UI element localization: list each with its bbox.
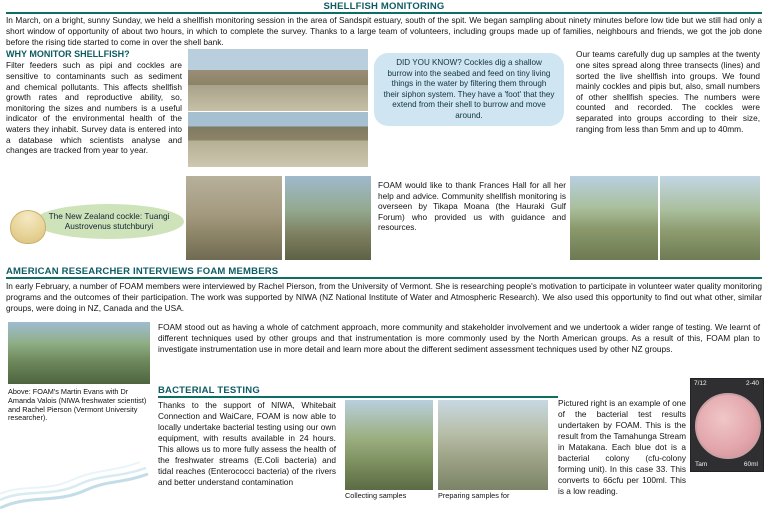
photo-volunteers-beach-2 — [188, 112, 368, 167]
preparing-samples-caption: Preparing samples for — [438, 491, 510, 500]
petri-label-top-right: 2-40 — [745, 380, 759, 387]
right-column — [576, 49, 760, 167]
american-researcher-rule — [6, 277, 762, 279]
middle-column — [188, 49, 570, 167]
photo-researchers-stream — [8, 322, 150, 384]
why-monitor-heading: WHY MONITOR SHELLFISH? — [6, 49, 130, 60]
photo-preparing-samples — [438, 400, 548, 490]
american-researcher-section — [0, 266, 768, 314]
bacterial-testing-rule — [158, 396, 558, 398]
photo-volunteers-beach-1 — [188, 49, 368, 111]
page-title: SHELLFISH MONITORING — [323, 1, 445, 12]
collecting-samples-caption: Collecting samples — [345, 491, 407, 500]
cockle-caption-oval: The New Zealand cockle: Tuangi Austrovenus stutchburyi — [34, 204, 184, 239]
shellfish-monitoring-header-block — [0, 0, 768, 14]
did-you-know-bubble: DID YOU KNOW? Cockles dig a shallow burrow into the seabed and feed on tiny living things in the water by filtering them through their siphon system. They have a 'foot' that they extend from their shell to burrow and move around. — [374, 53, 564, 126]
shellfish-intro-paragraph: In March, on a bright, sunny Sunday, we held a shellfish monitoring session in the area of Sandspit estuary, south of the spit. We began sampling about ninety minutes before low tide but we still had only a short window of opportunity of about two hours, in which to complete the survey. Thanks to a large team of volunteers, including groups made up of families, neighbours and friends, we got the job done before the rising tide started to come in over the shell bank. — [6, 15, 762, 47]
mid-photo-row — [0, 178, 768, 264]
american-researcher-heading: AMERICAN RESEARCHER INTERVIEWS FOAM MEMBERS — [6, 266, 279, 277]
why-monitor-body: Filter feeders such as pipi and cockles are sensitive to contaminants such as sediment and chemical pollutants. This affects shellfish growth rates and reproductive ability, so, monitoring the sizes and numbers is a useful indicator of the environmental health of the waters they inhabit. Survey data is entered into a database which scientists analyse and changes are tracked from year to year. — [6, 60, 182, 156]
cockle-shell-illustration — [10, 210, 46, 244]
photo-petri-dish — [690, 378, 764, 472]
decorative-swirl-graphic — [0, 450, 150, 512]
bacterial-testing-heading: BACTERIAL TESTING — [158, 385, 260, 396]
left-column — [6, 49, 182, 167]
photo-digging-sample — [285, 176, 371, 260]
bacterial-testing-section — [158, 385, 558, 400]
bacterial-result-description: Pictured right is an example of one of the bacterial test results undertaken by FOAM. This is the result from the Tamahunga Stream in Matakana. Each blue dot is a bacterial colony (cfu-colony forming unit). In this case 33. This converts to 66cfu per 100ml. This is a low reading. — [558, 398, 686, 496]
three-column-area — [0, 49, 768, 167]
petri-label-bottom-right: 60ml — [743, 461, 758, 468]
petri-label-bottom-left: Tam — [695, 461, 708, 468]
american-researcher-para2: FOAM stood out as having a whole of catchment approach, more community and stakeholder involvement and we undertook a wider range of testing. We learnt of different techniques used by other groups and that instrumentation is more commonly used by the North American groups. As a result of this, FOAM plan to investigate instrumentation use in more detail and learn more about the different sediment assessment techniques used by other NZ groups. — [158, 322, 760, 354]
photo-team-group-1 — [570, 176, 658, 260]
researchers-photo-caption: Above: FOAM's Martin Evans with Dr Amanda Valois (NIWA freshwater scientist) and Rachel Pierson (Vermont University researcher). — [8, 387, 147, 423]
bacterial-testing-body: Thanks to the support of NIWA, Whitebait Connection and WaiCare, FOAM is now able to locally undertake bacterial testing using our own equipment, with results available in 24 hours. This allows us to more fully assess the health of the freshwater streams (E.Coli bacteria) and tidal reaches (Enterococci bacteria) of the rivers and better understand contamination — [158, 400, 336, 487]
photo-team-group-2 — [660, 176, 760, 260]
photo-sampling-quadrat — [186, 176, 282, 260]
photo-collecting-samples — [345, 400, 433, 490]
sampling-results-body: Our teams carefully dug up samples at the twenty one sites spread along three transects (lines) and sorted the live shellfish into groups. We found mainly cockles and pipis but, also, small numbers of other shellfish species. The numbers were counted and recorded. The cockles were separated into groups according to their size, ranging from less than 5mm and up to 40mm. — [576, 49, 760, 134]
thanks-paragraph: FOAM would like to thank Frances Hall for all her help and advice. Community shellfish monitoring is overseen by Tikapa Moana (the Hauraki Gulf Forum) who provided us with guidance and resources. — [378, 180, 566, 233]
petri-label-top-left: 7/12 — [694, 380, 707, 387]
american-researcher-para1: In early February, a number of FOAM members were interviewed by Rachel Pierson, from the University of Vermont. She is researching people's motivation to participate in volunteer water quality monitoring programs and the outcomes of their participation. The work was supported by NIWA (NZ National Institute of Water and Atmospheric Research). We also used this opportunity to find out what other, similar groups, were doing in NZ, Canada and the USA. — [6, 281, 762, 313]
